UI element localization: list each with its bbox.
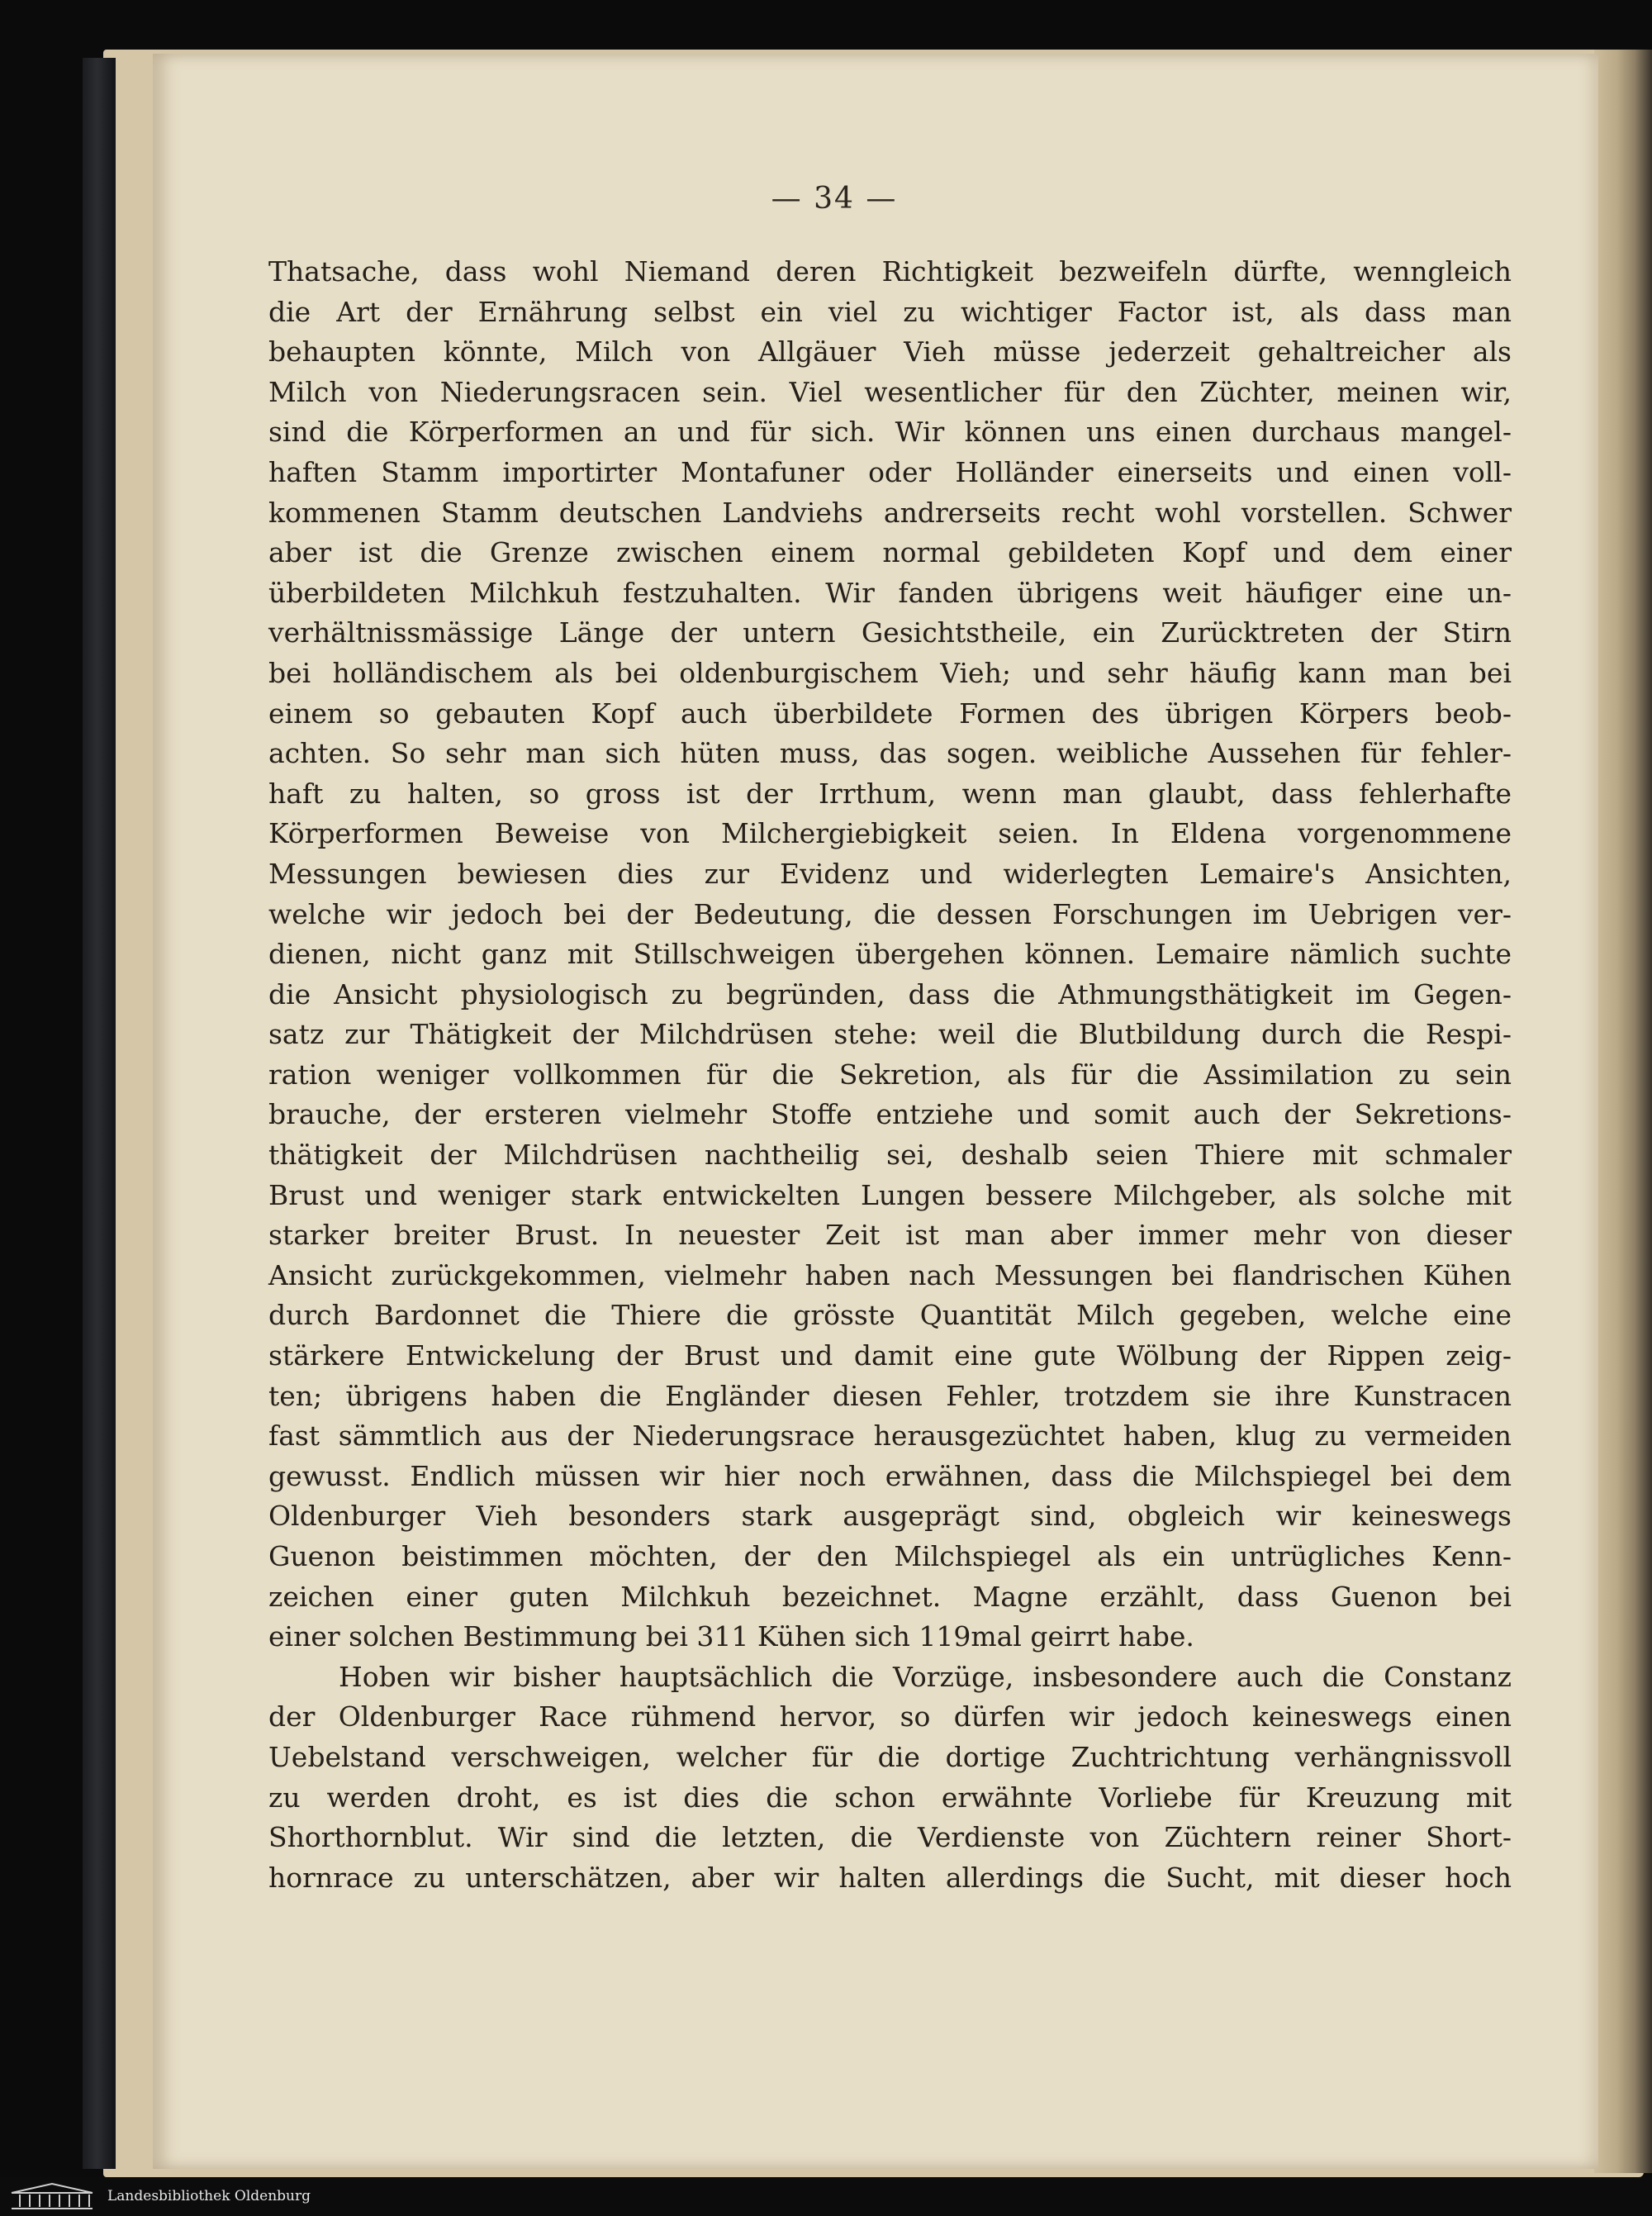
library-name: Landesbibliothek Oldenburg: [107, 2188, 311, 2204]
text-line: thätigkeit der Milchdrüsen nachtheilig sei, deshalb seien Thiere mit schmaler: [268, 1139, 1512, 1172]
text-line: durch Bardonnet die Thiere die grösste Quantität Milch gegeben, welche eine: [268, 1299, 1512, 1332]
text-line: sind die Körperformen an und für sich. Wir können uns einen durchaus mangel-: [268, 416, 1512, 449]
text-line: dienen, nicht ganz mit Stillschweigen übergehen können. Lemaire nämlich suchte: [268, 938, 1512, 971]
text-line: Ansicht zurückgekommen, vielmehr haben nach Messungen bei flandrischen Kühen: [268, 1258, 1512, 1291]
text-line: Messungen bewiesen dies zur Evidenz und widerlegten Lemaire's Ansichten,: [268, 857, 1512, 890]
text-line: die Art der Ernährung selbst ein viel zu wichtiger Factor ist, als dass man: [268, 295, 1512, 328]
text-line: aber ist die Grenze zwischen einem normal gebildeten Kopf und dem einer: [268, 536, 1512, 569]
text-line: satz zur Thätigkeit der Milchdrüsen stehe: weil die Blutbildung durch die Respi-: [268, 1018, 1512, 1051]
text-line: Hoben wir bisher hauptsächlich die Vorzüge, insbesondere auch die Constanz: [339, 1660, 1512, 1693]
page-number: — 34 —: [771, 182, 898, 216]
text-line: haft zu halten, so gross ist der Irrthum, wenn man glaubt, dass fehlerhafte: [268, 777, 1512, 810]
page-edges-right: [1594, 50, 1652, 2173]
text-line: einem so gebauten Kopf auch überbildete Formen des übrigen Körpers beob-: [268, 697, 1512, 730]
text-line: bei holländischem als bei oldenburgischem Vieh; und sehr häufig kann man bei: [268, 656, 1512, 689]
text-line: ration weniger vollkommen für die Sekretion, als für die Assimilation zu sein: [268, 1058, 1512, 1091]
text-line: stärkere Entwickelung der Brust und damit eine gute Wölbung der Rippen zeig-: [268, 1339, 1512, 1372]
text-line: Uebelstand verschweigen, welcher für die dortige Zuchtrichtung verhängnissvoll: [268, 1740, 1512, 1773]
paragraph-2: [268, 1657, 1512, 1899]
text-line: behaupten könnte, Milch von Allgäuer Vieh müsse jederzeit gehaltreicher als: [268, 335, 1512, 369]
text-line: Körperformen Beweise von Milchergiebigkeit seien. In Eldena vorgenommene: [268, 817, 1512, 850]
paragraph-1: [268, 252, 1512, 1657]
text-line: Guenon beistimmen möchten, der den Milchspiegel als ein untrügliches Kenn-: [268, 1540, 1512, 1572]
text-line: kommenen Stamm deutschen Landviehs andrerseits recht wohl vorstellen. Schwer: [268, 496, 1512, 529]
text-line: haften Stamm importirter Montafuner oder Holländer einerseits und einen voll-: [268, 455, 1512, 488]
text-line: Shorthornblut. Wir sind die letzten, die Verdienste von Züchtern reiner Short-: [268, 1821, 1512, 1854]
text-line: welche wir jedoch bei der Bedeutung, die dessen Forschungen im Uebrigen ver-: [268, 897, 1512, 930]
text-line: brauche, der ersteren vielmehr Stoffe entziehe und somit auch der Sekretions-: [268, 1098, 1512, 1131]
text-line: starker breiter Brust. In neuester Zeit ist man aber immer mehr von dieser: [268, 1219, 1512, 1252]
text-line: verhältnissmässige Länge der untern Gesichtstheile, ein Zurücktreten der Stirn: [268, 616, 1512, 649]
text-line: einer solchen Bestimmung bei 311 Kühen sich 119mal geirrt habe.: [268, 1620, 1194, 1653]
text-line: ten; übrigens haben die Engländer diesen Fehler, trotzdem sie ihre Kunstracen: [268, 1379, 1512, 1412]
text-line: Brust und weniger stark entwickelten Lungen bessere Milchgeber, als solche mit: [268, 1178, 1512, 1211]
text-line: überbildeten Milchkuh festzuhalten. Wir fanden übrigens weit häufiger eine un-: [268, 576, 1512, 609]
book-binding: [83, 58, 116, 2169]
text-line: Oldenburger Vieh besonders stark ausgeprägt sind, obgleich wir keineswegs: [268, 1500, 1512, 1533]
text-line: Thatsache, dass wohl Niemand deren Richtigkeit bezweifeln dürfte, wenngleich: [268, 255, 1512, 288]
body-text: [268, 252, 1512, 1898]
text-line: hornrace zu unterschätzen, aber wir halten allerdings die Sucht, mit dieser hoch: [268, 1861, 1512, 1894]
text-line: Milch von Niederungsracen sein. Viel wesentlicher für den Züchter, meinen wir,: [268, 375, 1512, 408]
text-line: die Ansicht physiologisch zu begründen, dass die Athmungsthätigkeit im Gegen-: [268, 977, 1512, 1011]
text-line: zeichen einer guten Milchkuh bezeichnet. Magne erzählt, dass Guenon bei: [268, 1580, 1512, 1613]
text-line: gewusst. Endlich müssen wir hier noch erwähnen, dass die Milchspiegel bei dem: [268, 1459, 1512, 1492]
library-building-icon: [8, 2181, 96, 2211]
text-line: der Oldenburger Race rühmend hervor, so dürfen wir jedoch keineswegs einen: [268, 1700, 1512, 1733]
text-line: fast sämmtlich aus der Niederungsrace herausgezüchtet haben, klug zu vermeiden: [268, 1419, 1512, 1453]
text-line: achten. So sehr man sich hüten muss, das sogen. weibliche Aussehen für fehler-: [268, 737, 1512, 770]
text-line: zu werden droht, es ist dies die schon erwähnte Vorliebe für Kreuzung mit: [268, 1781, 1512, 1814]
